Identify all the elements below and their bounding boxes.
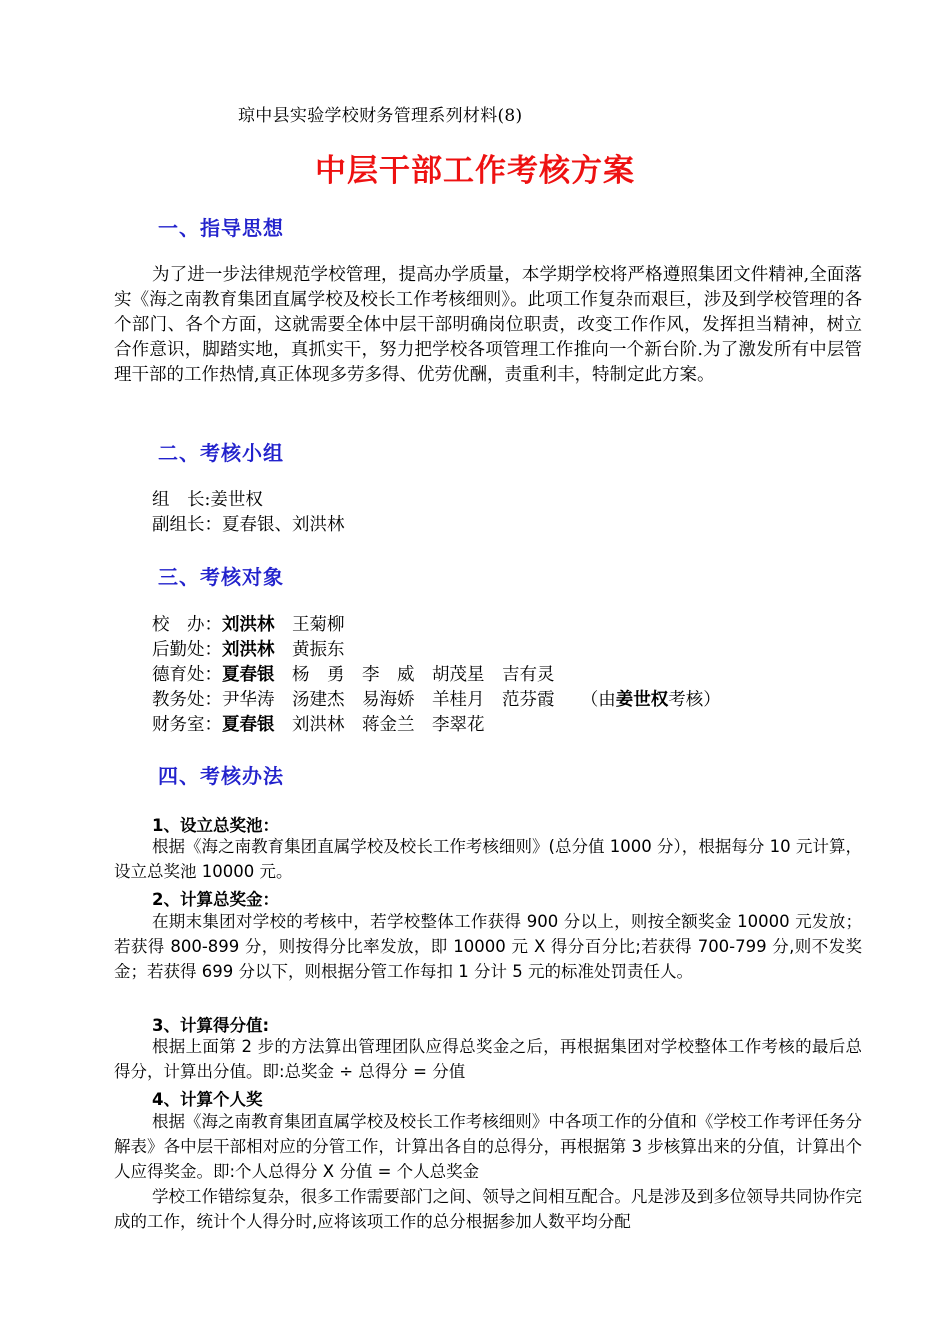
assessor-name: 姜世权 xyxy=(615,690,669,710)
target-row-finance xyxy=(152,711,485,736)
closing-paragraph: 学校工作错综复杂，很多工作需要部门之间、领导之间相互配合。凡是涉及到多位领导共同协作完成的工作，统计个人得分时,应将该项工作的总分根据参加人数平均分配 xyxy=(114,1187,862,1231)
target-row-academic-affairs xyxy=(152,686,721,711)
dept-label: 德育处： xyxy=(152,665,222,685)
section-heading-guiding-ideology: 一、指导思想 xyxy=(158,216,284,240)
assessor-note: 考核） xyxy=(668,690,721,710)
dept-members: 杨 勇 李 威 胡茂星 吉有灵 xyxy=(274,665,555,685)
dept-lead: 夏春银 xyxy=(222,715,275,735)
dept-members: 刘洪林 蒋金兰 李翠花 xyxy=(274,715,485,735)
method-2-title: 2、计算总奖金： xyxy=(152,890,279,909)
section-heading-assessment-team: 二、考核小组 xyxy=(158,441,284,465)
method-1-title: 1、设立总奖池： xyxy=(152,816,279,835)
method-4-text: 根据《海之南教育集团直属学校及校长工作考核细则》中各项工作的分值和《学校工作考评任务分解表》各中层干部相对应的分管工作，计算出各自的总得分，再根据第 3 步核算出来的分值，计算出个人应得奖金。即:个人总得分 X 分值 = 个人总奖金 xyxy=(114,1112,862,1181)
method-1-text: 根据《海之南教育集团直属学校及校长工作考核细则》(总分值 1000 分），根据每分 10 元计算，设立总奖池 10000 元。 xyxy=(114,837,862,881)
method-2-text: 在期末集团对学校的考核中，若学校整体工作获得 900 分以上，则按全额奖金 10000 元发放；若获得 800-899 分，则按得分比率发放，即 10000 元 X 得分百分比;若获得 700-799 分,则不发奖金；若获得 699 分以下，则根据分管工作每扣 1 分计 5 元的标准处罚责任人。 xyxy=(114,912,862,981)
dept-lead: 夏春银 xyxy=(222,665,275,685)
dept-label: 教务处： xyxy=(152,690,222,710)
dept-members: 王菊柳 xyxy=(274,615,345,635)
section-heading-assessment-targets: 三、考核对象 xyxy=(158,565,284,589)
dept-lead: 刘洪林 xyxy=(222,640,275,660)
document-title: 中层干部工作考核方案 xyxy=(315,153,635,189)
team-leader-line: 组 长:姜世权 xyxy=(152,490,263,510)
guiding-ideology-paragraph: 为了进一步法律规范学校管理，提高办学质量，本学期学校将严格遵照集团文件精神,全面落实《海之南教育集团直属学校及校长工作考核细则》。此项工作复杂而艰巨，涉及到学校管理的各个部门、各个方面，这就需要全体中层干部明确岗位职责，改变工作作风，发挥担当精神，树立合作意识，脚踏实地，真抓实干，努力把学校各项管理工作推向一个新台阶.为了激发所有中层管理干部的工作热情,真正体现多劳多得、优劳优酬，责重利丰，特制定此方案。 xyxy=(114,265,862,385)
dept-label: 财务室： xyxy=(152,715,222,735)
method-4-title: 4、计算个人奖 xyxy=(152,1090,263,1109)
method-3-title: 3、计算得分值: xyxy=(152,1016,270,1035)
target-row-logistics xyxy=(152,636,345,661)
target-row-moral-education xyxy=(152,661,555,686)
method-3-text: 根据上面第 2 步的方法算出管理团队应得总奖金之后，再根据集团对学校整体工作考核的最后总得分，计算出分值。即:总奖金 ÷ 总得分 = 分值 xyxy=(114,1037,862,1081)
dept-members: 尹华涛 汤建杰 易海娇 羊桂月 范芬霞 （由 xyxy=(222,690,616,710)
section-heading-assessment-methods: 四、考核办法 xyxy=(158,764,284,788)
dept-label: 校 办： xyxy=(152,615,222,635)
dept-lead: 刘洪林 xyxy=(222,615,275,635)
team-deputy-line: 副组长：夏春银、刘洪林 xyxy=(152,515,345,535)
document-series-subtitle: 琼中县实验学校财务管理系列材料(8) xyxy=(238,106,523,126)
dept-label: 后勤处： xyxy=(152,640,222,660)
target-row-principal-office xyxy=(152,611,345,636)
dept-members: 黄振东 xyxy=(274,640,345,660)
